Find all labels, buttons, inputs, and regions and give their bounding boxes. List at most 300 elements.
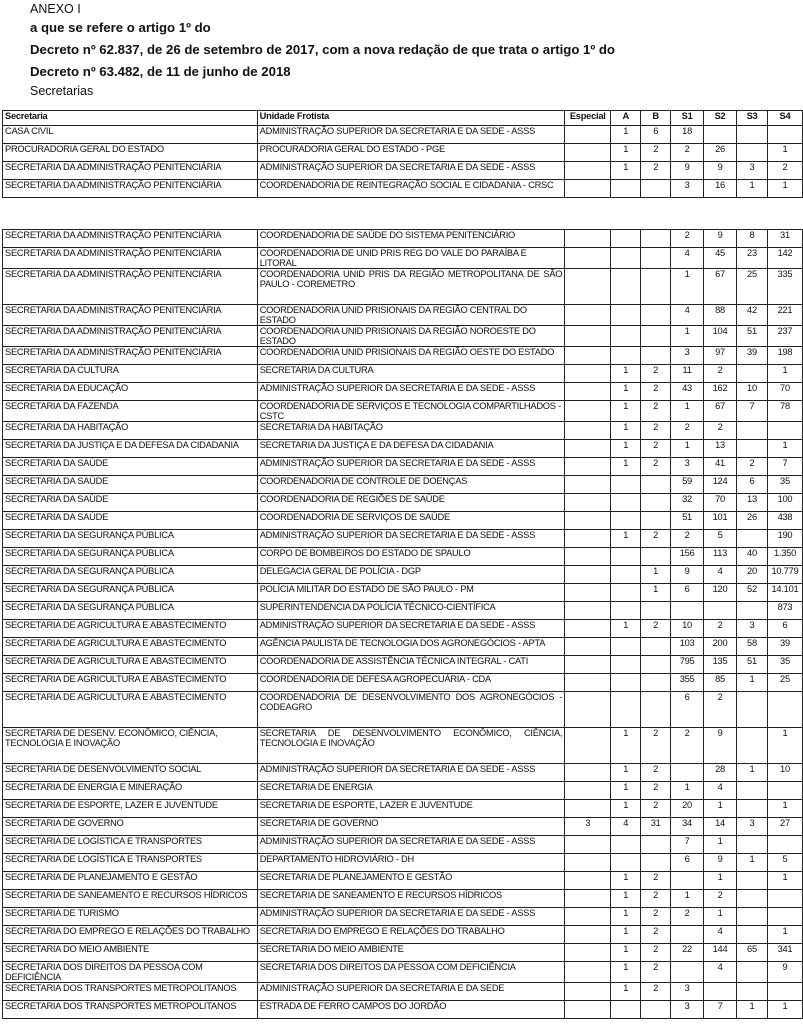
s2-cell: 104 <box>704 326 737 347</box>
secretaria-cell: SECRETARIA DE AGRICULTURA E ABASTECIMENTO <box>3 638 258 656</box>
especial-cell <box>565 383 611 401</box>
secretaria-cell: SECRETARIA DE TURISMO <box>3 908 258 926</box>
especial-cell <box>565 248 611 269</box>
b-cell: 2 <box>641 944 671 962</box>
s2-cell: 13 <box>704 440 737 458</box>
secretaria-cell: SECRETARIA DO MEIO AMBIENTE <box>3 944 258 962</box>
table-row <box>3 365 803 383</box>
especial-cell <box>565 401 611 422</box>
table-row <box>3 422 803 440</box>
s3-cell <box>737 422 768 440</box>
unidade-cell: SECRETARIA DE PLANEJAMENTO E GESTÃO <box>257 872 565 890</box>
unidade-cell: ADMINISTRAÇÃO SUPERIOR DA SECRETARIA E DA SEDE <box>257 983 565 1001</box>
table-row <box>3 944 803 962</box>
s1-cell: 1 <box>671 890 704 908</box>
s1-cell: 2 <box>671 530 704 548</box>
s1-cell <box>671 926 704 944</box>
secretaria-cell: SECRETARIA DE AGRICULTURA E ABASTECIMENTO <box>3 620 258 638</box>
table-row <box>3 692 803 728</box>
secretaria-cell: SECRETARIA DE DESENV. ECONÔMICO, CIÊNCIA, TECNOLOGIA E INOVAÇÃO <box>3 728 258 764</box>
a-cell <box>611 1001 641 1019</box>
secretaria-cell: SECRETARIA DE ESPORTE, LAZER E JUVENTUDE <box>3 800 258 818</box>
secretaria-cell: CASA CIVIL <box>3 126 258 144</box>
a-cell <box>611 305 641 326</box>
table-row <box>3 269 803 305</box>
b-cell: 2 <box>641 422 671 440</box>
a-cell <box>611 854 641 872</box>
b-cell: 2 <box>641 782 671 800</box>
s4-cell: 1 <box>767 1001 802 1019</box>
s4-cell: 1 <box>767 728 802 764</box>
b-cell: 2 <box>641 872 671 890</box>
s2-cell: 9 <box>704 854 737 872</box>
secretaria-cell: SECRETARIA DE PLANEJAMENTO E GESTÃO <box>3 872 258 890</box>
s2-cell: 28 <box>704 764 737 782</box>
s2-cell: 2 <box>704 890 737 908</box>
especial-cell <box>565 983 611 1001</box>
unidade-cell: COORDENADORIA DE SERVIÇOS E TECNOLOGIA COMPARTILHADOS - CSTC <box>257 401 565 422</box>
especial-cell <box>565 962 611 983</box>
unidade-cell: ADMINISTRAÇÃO SUPERIOR DA SECRETARIA E DA SEDE - ASSS <box>257 530 565 548</box>
s1-cell: 3 <box>671 458 704 476</box>
s4-cell <box>767 890 802 908</box>
document-header <box>30 1 800 99</box>
s2-cell: 4 <box>704 962 737 983</box>
unidade-cell: DELEGACIA GERAL DE POLÍCIA - DGP <box>257 566 565 584</box>
decree-reference-1: Decreto nº 62.837, de 26 de setembro de 2017, com a nova redação de que trata o artigo 1º do <box>30 42 615 57</box>
secretaria-cell: SECRETARIA DE GOVERNO <box>3 818 258 836</box>
table-row <box>3 440 803 458</box>
especial-cell <box>565 512 611 530</box>
s4-cell <box>767 782 802 800</box>
especial-cell <box>565 602 611 620</box>
b-cell <box>641 656 671 674</box>
secretaria-cell: SECRETARIA DA SAÚDE <box>3 494 258 512</box>
s4-cell: 100 <box>767 494 802 512</box>
s2-cell: 1 <box>704 872 737 890</box>
s1-cell: 1 <box>671 326 704 347</box>
unidade-cell: SECRETARIA DA CULTURA <box>257 365 565 383</box>
unidade-cell: COORDENADORIA DE SAÚDE DO SISTEMA PENITENCIÁRIO <box>257 230 565 248</box>
s4-cell <box>767 692 802 728</box>
s1-cell: 6 <box>671 854 704 872</box>
especial-cell <box>565 674 611 692</box>
especial-cell <box>565 347 611 365</box>
especial-cell <box>565 566 611 584</box>
unidade-cell: COORDENADORIA DE UNID PRIS REG DO VALE DO PARAÍBA E LITORAL <box>257 248 565 269</box>
unidade-cell: SECRETARIA DOS DIREITOS DA PESSOA COM DEFICIÊNCIA <box>257 962 565 983</box>
unidade-cell: COORDENADORIA DE CONTROLE DE DOENÇAS <box>257 476 565 494</box>
s2-cell: 200 <box>704 638 737 656</box>
s2-cell: 144 <box>704 944 737 962</box>
annex-subtitle: a que se refere o artigo 1º do <box>30 20 211 35</box>
s1-cell: 34 <box>671 818 704 836</box>
col-header-s1: S1 <box>671 111 704 126</box>
table-row <box>3 854 803 872</box>
s3-cell <box>737 530 768 548</box>
especial-cell <box>565 656 611 674</box>
especial-cell <box>565 476 611 494</box>
s4-cell: 39 <box>767 638 802 656</box>
table-row <box>3 530 803 548</box>
especial-cell <box>565 326 611 347</box>
s1-cell: 3 <box>671 1001 704 1019</box>
s1-cell: 43 <box>671 383 704 401</box>
table-row <box>3 926 803 944</box>
s4-cell: 1 <box>767 872 802 890</box>
especial-cell <box>565 872 611 890</box>
secretaria-cell: SECRETARIA DE AGRICULTURA E ABASTECIMENTO <box>3 692 258 728</box>
a-cell: 1 <box>611 458 641 476</box>
s2-cell: 14 <box>704 818 737 836</box>
s4-cell: 78 <box>767 401 802 422</box>
s3-cell <box>737 782 768 800</box>
s3-cell <box>737 144 768 162</box>
secretaria-cell: SECRETARIA DA FAZENDA <box>3 401 258 422</box>
table-row <box>3 782 803 800</box>
a-cell: 1 <box>611 620 641 638</box>
s2-cell: 45 <box>704 248 737 269</box>
secretaria-cell: SECRETARIA DE LOGÍSTICA E TRANSPORTES <box>3 836 258 854</box>
especial-cell <box>565 926 611 944</box>
a-cell: 1 <box>611 728 641 764</box>
s4-cell: 221 <box>767 305 802 326</box>
table-row <box>3 836 803 854</box>
s4-cell <box>767 422 802 440</box>
secretaria-cell: SECRETARIA DOS TRANSPORTES METROPOLITANOS <box>3 983 258 1001</box>
especial-cell <box>565 422 611 440</box>
a-cell: 1 <box>611 365 641 383</box>
especial-cell <box>565 365 611 383</box>
s1-cell: 20 <box>671 800 704 818</box>
col-header-b: B <box>641 111 671 126</box>
table-row <box>3 872 803 890</box>
especial-cell <box>565 800 611 818</box>
table-row <box>3 144 803 162</box>
secretaria-cell: SECRETARIA DA SEGURANÇA PÚBLICA <box>3 530 258 548</box>
especial-cell <box>565 908 611 926</box>
unidade-cell: CORPO DE BOMBEIROS DO ESTADO DE SPAULO <box>257 548 565 566</box>
secretaria-cell: SECRETARIA DA ADMINISTRAÇÃO PENITENCIÁRIA <box>3 326 258 347</box>
s2-cell: 85 <box>704 674 737 692</box>
s4-cell: 10 <box>767 764 802 782</box>
s3-cell <box>737 836 768 854</box>
col-header-unidade: Unidade Frotista <box>257 111 565 126</box>
secretaria-cell: SECRETARIA DA ADMINISTRAÇÃO PENITENCIÁRIA <box>3 248 258 269</box>
b-cell: 2 <box>641 764 671 782</box>
s2-cell <box>704 126 737 144</box>
s3-cell: 51 <box>737 326 768 347</box>
b-cell: 6 <box>641 126 671 144</box>
s3-cell: 20 <box>737 566 768 584</box>
s3-cell: 1 <box>737 764 768 782</box>
table-row <box>3 548 803 566</box>
s2-cell: 67 <box>704 401 737 422</box>
s2-cell: 9 <box>704 230 737 248</box>
s4-cell: 1 <box>767 365 802 383</box>
unidade-cell: SECRETARIA DE GOVERNO <box>257 818 565 836</box>
b-cell <box>641 326 671 347</box>
s2-cell: 124 <box>704 476 737 494</box>
s3-cell <box>737 908 768 926</box>
s4-cell: 5 <box>767 854 802 872</box>
especial-cell <box>565 944 611 962</box>
b-cell <box>641 269 671 305</box>
especial-cell <box>565 458 611 476</box>
secretaria-cell: SECRETARIA DA ADMINISTRAÇÃO PENITENCIÁRIA <box>3 230 258 248</box>
a-cell <box>611 180 641 198</box>
s2-cell: 9 <box>704 728 737 764</box>
secretaria-cell: SECRETARIA DE AGRICULTURA E ABASTECIMENTO <box>3 656 258 674</box>
a-cell <box>611 836 641 854</box>
s3-cell: 8 <box>737 230 768 248</box>
unidade-cell: COORDENADORIA UNID PRISIONAIS DA REGIÃO CENTRAL DO ESTADO <box>257 305 565 326</box>
s3-cell <box>737 692 768 728</box>
secretaria-cell: SECRETARIA DOS TRANSPORTES METROPOLITANOS <box>3 1001 258 1019</box>
especial-cell <box>565 836 611 854</box>
s3-cell <box>737 983 768 1001</box>
especial-cell <box>565 764 611 782</box>
s3-cell: 52 <box>737 584 768 602</box>
b-cell <box>641 602 671 620</box>
table-row <box>3 638 803 656</box>
s3-cell <box>737 728 768 764</box>
secretaria-cell: SECRETARIA DA SAÚDE <box>3 458 258 476</box>
s3-cell: 1 <box>737 854 768 872</box>
a-cell: 1 <box>611 440 641 458</box>
unidade-cell: SECRETARIA DE DESENVOLVIMENTO ECONÔMICO, CIÊNCIA, TECNOLOGIA E INOVAÇÃO <box>257 728 565 764</box>
table-row <box>3 305 803 326</box>
s4-cell: 1.350 <box>767 548 802 566</box>
a-cell: 1 <box>611 962 641 983</box>
secretaria-cell: SECRETARIA DA SEGURANÇA PÚBLICA <box>3 602 258 620</box>
a-cell <box>611 326 641 347</box>
s3-cell: 58 <box>737 638 768 656</box>
secretaria-cell: SECRETARIA DE DESENVOLVIMENTO SOCIAL <box>3 764 258 782</box>
table-row <box>3 656 803 674</box>
table-row <box>3 728 803 764</box>
s2-cell: 67 <box>704 269 737 305</box>
s2-cell: 120 <box>704 584 737 602</box>
a-cell <box>611 656 641 674</box>
unidade-cell: ADMINISTRAÇÃO SUPERIOR DA SECRETARIA E DA SEDE - ASSS <box>257 764 565 782</box>
a-cell: 1 <box>611 983 641 1001</box>
secretaria-cell: SECRETARIA DA SAÚDE <box>3 476 258 494</box>
unidade-cell: COORDENADORIA DE DESENVOLVIMENTO DOS AGRONEGÓCIOS - CODEAGRO <box>257 692 565 728</box>
s3-cell: 1 <box>737 1001 768 1019</box>
b-cell: 2 <box>641 383 671 401</box>
table-row <box>3 764 803 782</box>
especial-cell <box>565 440 611 458</box>
col-header-s2: S2 <box>704 111 737 126</box>
s2-cell: 7 <box>704 1001 737 1019</box>
table-row <box>3 818 803 836</box>
s1-cell: 6 <box>671 584 704 602</box>
especial-cell <box>565 584 611 602</box>
s4-cell <box>767 836 802 854</box>
a-cell: 1 <box>611 162 641 180</box>
table-row <box>3 584 803 602</box>
s3-cell: 3 <box>737 818 768 836</box>
s4-cell: 335 <box>767 269 802 305</box>
secretaria-cell: SECRETARIA DE ENERGIA E MINERAÇÃO <box>3 782 258 800</box>
table-row <box>3 620 803 638</box>
unidade-cell: ADMINISTRAÇÃO SUPERIOR DA SECRETARIA E DA SEDE - ASSS <box>257 162 565 180</box>
s4-cell: 14.101 <box>767 584 802 602</box>
secretaria-cell: SECRETARIA DA SEGURANÇA PÚBLICA <box>3 566 258 584</box>
s3-cell: 7 <box>737 401 768 422</box>
s2-cell: 26 <box>704 144 737 162</box>
especial-cell <box>565 854 611 872</box>
a-cell: 1 <box>611 383 641 401</box>
b-cell: 2 <box>641 983 671 1001</box>
unidade-cell: ADMINISTRAÇÃO SUPERIOR DA SECRETARIA E DA SEDE - ASSS <box>257 458 565 476</box>
unidade-cell: SECRETARIA DA JUSTIÇA E DA DEFESA DA CIDADANIA <box>257 440 565 458</box>
s4-cell: 9 <box>767 962 802 983</box>
s1-cell: 51 <box>671 512 704 530</box>
s1-cell: 10 <box>671 620 704 638</box>
a-cell: 1 <box>611 126 641 144</box>
b-cell <box>641 476 671 494</box>
s3-cell: 13 <box>737 494 768 512</box>
s1-cell: 1 <box>671 782 704 800</box>
especial-cell <box>565 548 611 566</box>
unidade-cell: COORDENADORIA DE REGIÕES DE SAÚDE <box>257 494 565 512</box>
a-cell <box>611 602 641 620</box>
s2-cell: 41 <box>704 458 737 476</box>
s1-cell: 2 <box>671 728 704 764</box>
s1-cell: 3 <box>671 983 704 1001</box>
b-cell: 2 <box>641 458 671 476</box>
s1-cell: 156 <box>671 548 704 566</box>
unidade-cell: COORDENADORIA DE REINTEGRAÇÃO SOCIAL E CIDADANIA - CRSC <box>257 180 565 198</box>
unidade-cell: PROCURADORIA GERAL DO ESTADO - PGE <box>257 144 565 162</box>
secretaria-cell: SECRETARIA DA ADMINISTRAÇÃO PENITENCIÁRIA <box>3 347 258 365</box>
table-row <box>3 602 803 620</box>
s3-cell: 3 <box>737 162 768 180</box>
unidade-cell: SECRETARIA DA HABITAÇÃO <box>257 422 565 440</box>
s4-cell: 7 <box>767 458 802 476</box>
unidade-cell: ESTRADA DE FERRO CAMPOS DO JORDÃO <box>257 1001 565 1019</box>
s4-cell: 2 <box>767 162 802 180</box>
a-cell <box>611 674 641 692</box>
s4-cell: 10.779 <box>767 566 802 584</box>
s3-cell <box>737 962 768 983</box>
a-cell: 1 <box>611 144 641 162</box>
a-cell: 1 <box>611 800 641 818</box>
especial-cell <box>565 126 611 144</box>
secretaria-cell: SECRETARIA DA ADMINISTRAÇÃO PENITENCIÁRIA <box>3 180 258 198</box>
s1-cell <box>671 602 704 620</box>
a-cell <box>611 248 641 269</box>
b-cell: 2 <box>641 728 671 764</box>
especial-cell <box>565 638 611 656</box>
especial-cell: 3 <box>565 818 611 836</box>
b-cell <box>641 638 671 656</box>
s4-cell <box>767 908 802 926</box>
a-cell: 1 <box>611 944 641 962</box>
s1-cell <box>671 872 704 890</box>
s4-cell: 25 <box>767 674 802 692</box>
b-cell: 2 <box>641 926 671 944</box>
a-cell: 1 <box>611 872 641 890</box>
b-cell <box>641 1001 671 1019</box>
s2-cell: 1 <box>704 800 737 818</box>
s4-cell: 70 <box>767 383 802 401</box>
s1-cell: 2 <box>671 422 704 440</box>
especial-cell <box>565 230 611 248</box>
a-cell: 1 <box>611 890 641 908</box>
a-cell: 4 <box>611 818 641 836</box>
table-row <box>3 230 803 248</box>
s3-cell: 1 <box>737 180 768 198</box>
secretaria-cell: SECRETARIA DA JUSTIÇA E DA DEFESA DA CIDADANIA <box>3 440 258 458</box>
s1-cell: 3 <box>671 347 704 365</box>
s4-cell: 1 <box>767 926 802 944</box>
s3-cell <box>737 126 768 144</box>
s3-cell: 10 <box>737 383 768 401</box>
b-cell: 1 <box>641 584 671 602</box>
s4-cell: 873 <box>767 602 802 620</box>
table-row <box>3 383 803 401</box>
s2-cell: 16 <box>704 180 737 198</box>
s4-cell: 6 <box>767 620 802 638</box>
s1-cell <box>671 764 704 782</box>
secretaria-cell: SECRETARIA DA CULTURA <box>3 365 258 383</box>
table-row <box>3 326 803 347</box>
s1-cell: 11 <box>671 365 704 383</box>
b-cell: 2 <box>641 962 671 983</box>
a-cell: 1 <box>611 401 641 422</box>
col-header-a: A <box>611 111 641 126</box>
table-row <box>3 566 803 584</box>
a-cell: 1 <box>611 530 641 548</box>
b-cell: 1 <box>641 566 671 584</box>
secretaria-cell: SECRETARIA DA ADMINISTRAÇÃO PENITENCIÁRIA <box>3 162 258 180</box>
s4-cell: 1 <box>767 440 802 458</box>
s3-cell <box>737 872 768 890</box>
table-row <box>3 458 803 476</box>
s3-cell: 25 <box>737 269 768 305</box>
b-cell <box>641 854 671 872</box>
s1-cell: 3 <box>671 180 704 198</box>
b-cell <box>641 548 671 566</box>
b-cell <box>641 512 671 530</box>
s2-cell: 88 <box>704 305 737 326</box>
s2-cell: 2 <box>704 365 737 383</box>
s4-cell: 1 <box>767 800 802 818</box>
s1-cell: 4 <box>671 305 704 326</box>
a-cell <box>611 476 641 494</box>
b-cell: 2 <box>641 620 671 638</box>
s4-cell: 190 <box>767 530 802 548</box>
s4-cell: 142 <box>767 248 802 269</box>
unidade-cell: AGÊNCIA PAULISTA DE TECNOLOGIA DOS AGRONEGÓCIOS - APTA <box>257 638 565 656</box>
a-cell <box>611 347 641 365</box>
b-cell <box>641 347 671 365</box>
a-cell <box>611 692 641 728</box>
s2-cell: 5 <box>704 530 737 548</box>
s1-cell: 32 <box>671 494 704 512</box>
s4-cell: 1 <box>767 144 802 162</box>
secretaria-cell: SECRETARIA DE LOGÍSTICA E TRANSPORTES <box>3 854 258 872</box>
s2-cell <box>704 983 737 1001</box>
decree-reference-2: Decreto nº 63.482, de 11 de junho de 2018 <box>30 64 291 79</box>
s1-cell: 59 <box>671 476 704 494</box>
col-header-especial: Especial <box>565 111 611 126</box>
s2-cell: 9 <box>704 162 737 180</box>
s4-cell: 31 <box>767 230 802 248</box>
